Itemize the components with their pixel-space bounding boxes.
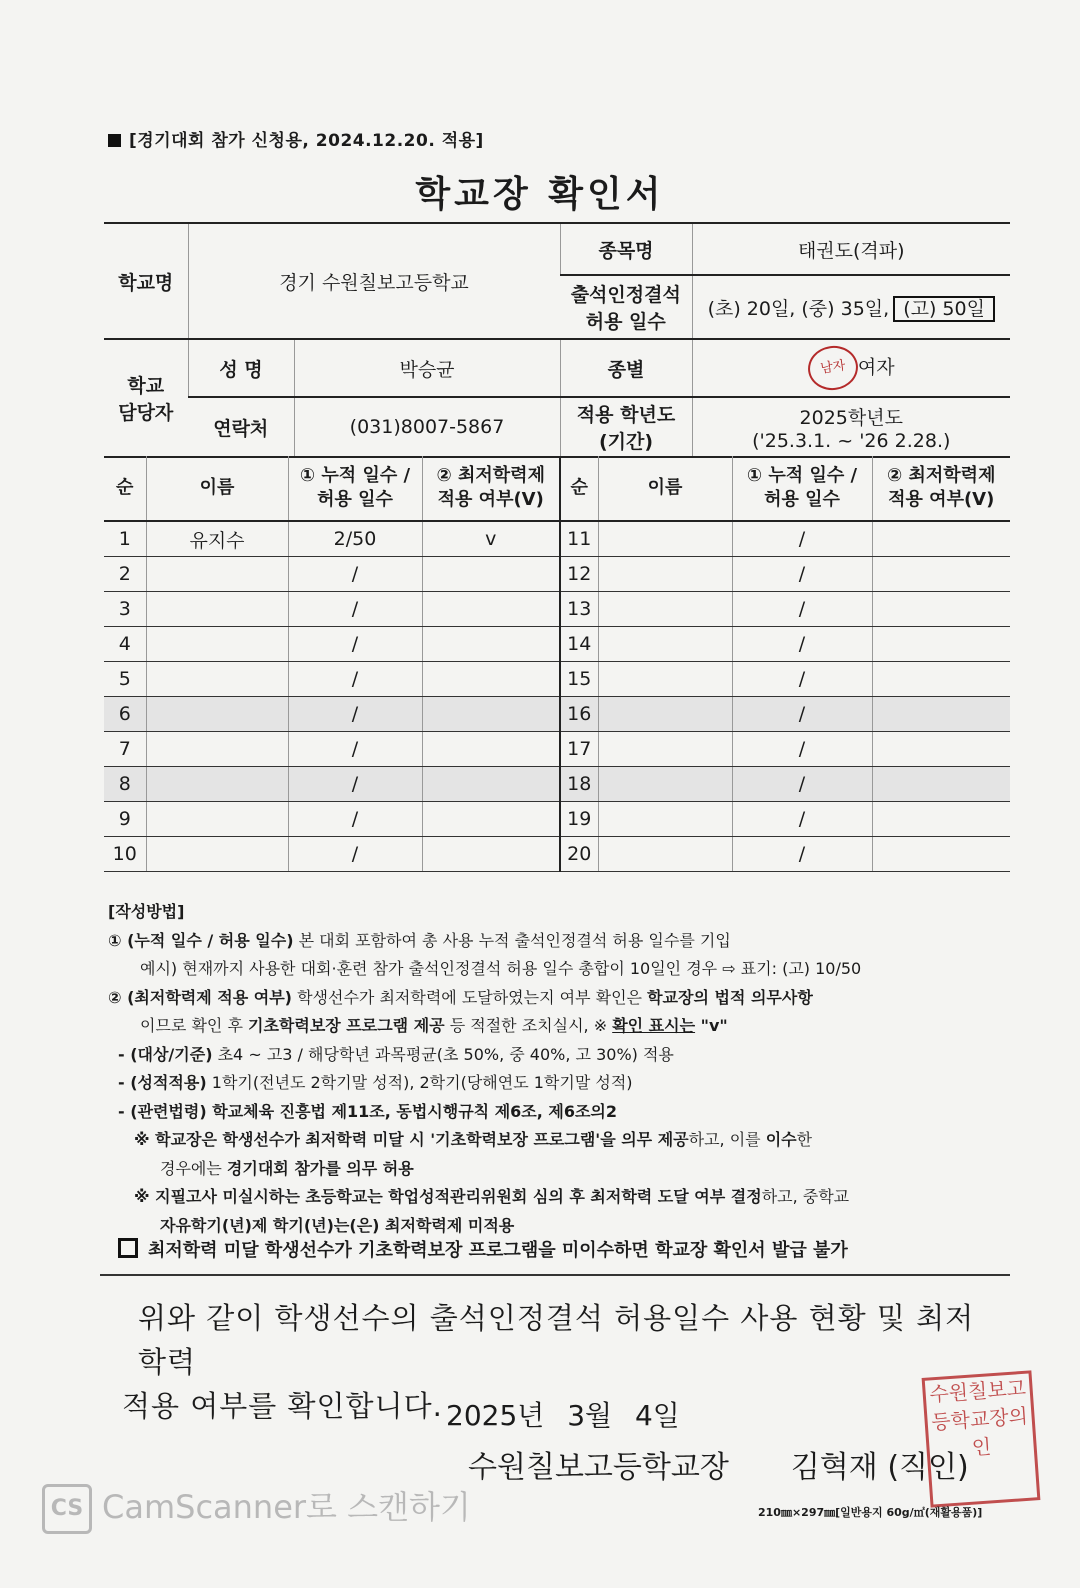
school-info-table <box>104 222 1010 458</box>
school-name-value: 경기 수원칠보고등학교 <box>188 223 560 339</box>
paper-spec: 210㎜×297㎜[일반용지 60g/㎡(재활용품)] <box>758 1506 983 1519</box>
criteria-item: - (성적적용) 1학기(전년도 2학기말 성적), 2학기(당해연도 1학기말 성적) <box>118 1073 633 1092</box>
instruction-item: ② (최저학력제 적용 여부) 학생선수가 최저학력에 도달하였는지 여부 확인은 학교장의 법적 의무사항 <box>108 987 813 1007</box>
col-no: 순 <box>104 456 146 521</box>
instructions-heading: [작성방법] <box>108 902 185 921</box>
col-min-academic: ② 최저학력제 적용 여부(V) <box>422 456 560 521</box>
criteria-item: - (관련법령) 학교체육 진흥법 제11조, 동법시행규칙 제6조, 제6조의2 <box>118 1101 618 1121</box>
division-value: 남자 여자 <box>692 339 1010 397</box>
sport-value: 태권도(격파) <box>692 223 1010 275</box>
document-title: 학교장 확인서 <box>415 174 665 215</box>
manager-name-label: 성 명 <box>188 339 294 397</box>
col-name: 이름 <box>598 456 732 521</box>
principal-signature: 수원칠보고등학교장 김혁재 (직인) <box>468 1450 969 1485</box>
manager-label: 학교 담당자 <box>104 339 188 457</box>
school-name-label: 학교명 <box>104 223 188 339</box>
col-name: 이름 <box>146 456 288 521</box>
table-row: 5 / 15 / <box>104 662 1010 697</box>
table-row: 2 / 12 / <box>104 557 1010 592</box>
note-item: ※ 지필고사 미실시하는 초등학교는 학업성적관리위원회 심의 후 최저학력 도달 여부 결정하고, 중학교 <box>134 1187 850 1206</box>
instruction-example: 예시) 현재까지 사용한 대회·훈련 참가 출석인정결석 허용 일수 총합이 10일인 경우 ⇨ 표기: (고) 10/50 <box>140 959 862 978</box>
table-row: 4 / 14 / <box>104 627 1010 662</box>
col-days: ① 누적 일수 / 허용 일수 <box>288 456 422 521</box>
instruction-item-cont: 이므로 확인 후 기초학력보장 프로그램 제공 등 적절한 조치실시, ※ 확인 표시는 "v" <box>140 1016 728 1035</box>
sport-label: 종목명 <box>560 223 692 275</box>
contact-label: 연락처 <box>188 397 294 457</box>
table-row: 9 / 19 / <box>104 802 1010 837</box>
table-row: 8 / 18 / <box>104 767 1010 802</box>
table-row: 1 유지수 2/50 v 11 / <box>104 521 1010 557</box>
col-days: ① 누적 일수 / 허용 일수 <box>732 456 872 521</box>
manager-name-value: 박승균 <box>294 339 560 397</box>
table-row: 7 / 17 / <box>104 732 1010 767</box>
camscanner-logo-icon: CS <box>42 1484 92 1534</box>
correction-seal: 남자 <box>805 343 861 394</box>
note-item-cont: 자유학기(년)제 학기(년)는(은) 최저학력제 미적용 <box>160 1215 515 1235</box>
school-year-label: 적용 학년도 (기간) <box>560 397 692 457</box>
confirmation-statement: 위와 같이 학생선수의 출석인정결석 허용일수 사용 현황 및 최저학력 적용 여부를 확인합니다. <box>122 1301 975 1423</box>
instruction-item: ① (누적 일수 / 허용 일수) 본 대회 포함하여 총 사용 누적 출석인정결석 허용 일수를 기입 <box>108 930 731 950</box>
col-no: 순 <box>560 456 598 521</box>
scanner-watermark: CS CamScanner로 스캔하기 <box>42 1482 471 1534</box>
seal-label: (직인) <box>887 1450 969 1485</box>
criteria-item: - (대상/기준) 초4 ~ 고3 / 해당학년 과목평균(초 50%, 중 40%, 고 30%) 적용 <box>118 1044 674 1064</box>
instructions <box>108 898 1013 1240</box>
issue-date: 2025년 3월 4일 <box>446 1399 680 1432</box>
square-bullet-icon <box>108 134 121 147</box>
col-min-academic: ② 최저학력제 적용 여부(V) <box>872 456 1010 521</box>
table-row: 6 / 16 / <box>104 697 1010 732</box>
high-school-days-box: (고) 50일 <box>893 296 995 322</box>
note-item-cont: 경우에는 경기대회 참가를 의무 허용 <box>160 1158 414 1178</box>
divider <box>100 1274 1010 1276</box>
contact-value: (031)8007-5867 <box>294 397 560 457</box>
issuance-notice: 최저학력 미달 학생선수가 기초학력보장 프로그램을 미이수하면 학교장 확인서 발급 불가 <box>118 1236 848 1262</box>
division-label: 종별 <box>560 339 692 397</box>
table-row: 10 / 20 / <box>104 837 1010 872</box>
table-row: 3 / 13 / <box>104 592 1010 627</box>
note-item: ※ 학교장은 학생선수가 최저학력 미달 시 '기초학력보장 프로그램'을 의무 제공하고, 이를 이수한 <box>134 1130 813 1149</box>
form-version-note: [경기대회 참가 신청용, 2024.12.20. 적용] <box>108 126 484 151</box>
athlete-roster-table <box>104 456 1010 872</box>
official-seal: 수원칠보고등학교장의인 <box>922 1370 1041 1507</box>
school-year-value: 2025학년도 ('25.3.1. ~ '26 2.28.) <box>692 397 1010 457</box>
absence-allowance-label: 출석인정결석 허용 일수 <box>560 275 692 339</box>
absence-allowance-value: (초) 20일, (중) 35일, (고) 50일 <box>692 275 1010 339</box>
box-bullet-icon <box>118 1238 138 1258</box>
